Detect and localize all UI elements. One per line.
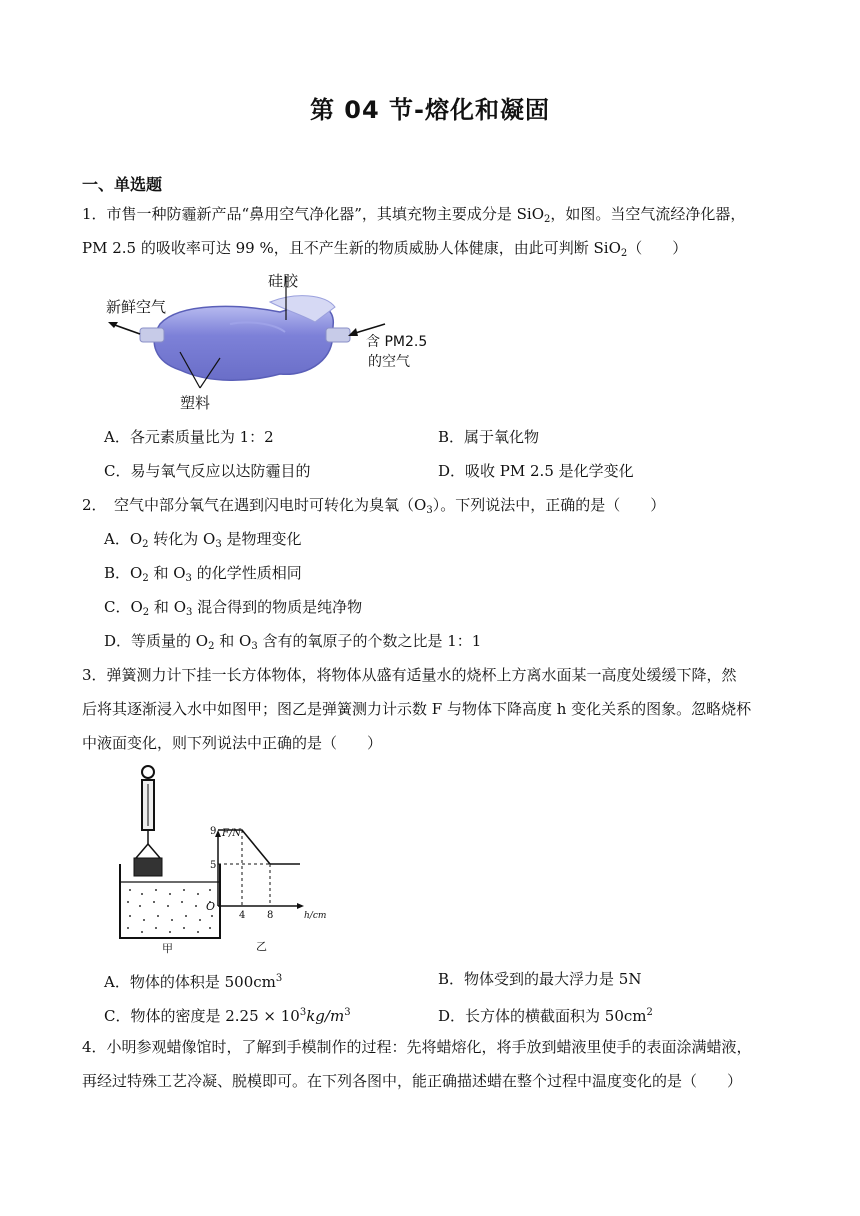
page-title: 第 04 节-熔化和凝固 bbox=[309, 96, 551, 124]
caption-yi: 乙 bbox=[256, 940, 267, 953]
graph-y-axis-label: F/N bbox=[222, 828, 242, 839]
graph-x-axis-label: h/cm bbox=[304, 911, 327, 921]
q2-stem: 2． 空气中部分氧气在遇到闪电时可转化为臭氧$(O_3)$。下列说法中，正确的是（ ） bbox=[82, 496, 666, 516]
q4-stem-line1: 4．小明参观蜡像馆时，了解到手模制作的过程：先将蜡熔化，将手放到蜡液里使手的表面涂满蜡液， bbox=[82, 1038, 752, 1056]
q3-stem-line1: 3．弹簧测力计下挂一长方体物体，将物体从盛有适量水的烧杯上方离水面某一高度处缓缓下降，然 bbox=[82, 666, 737, 684]
label-plastic: 塑料 bbox=[180, 394, 211, 412]
q3-option-a[interactable]: A．物体的体积是 $500cm^3$ bbox=[104, 973, 283, 991]
caption-jia: 甲 bbox=[162, 942, 173, 955]
q3-option-c[interactable]: C．物体的密度是 $2.25 \times 10^3kg/m^3$ bbox=[104, 1007, 351, 1025]
graph-x-tick-8: 8 bbox=[267, 910, 274, 921]
q2-option-c[interactable]: C．$O_2$ 和 $O_3$ 混合得到的物质是纯净物 bbox=[104, 598, 363, 618]
section-heading: 一、单选题 bbox=[82, 175, 163, 194]
q2-option-d[interactable]: D．等质量的 $O_2$ 和 $O_3$ 含有的氧原子的个数之比是 1：1 bbox=[104, 632, 482, 652]
q3-stem-line2: 后将其逐渐浸入水中如图甲；图乙是弹簧测力计示数 F 与物体下降高度 h 变化关系的图象。忽略烧杯 bbox=[82, 700, 752, 718]
spring-scale-figure bbox=[100, 760, 360, 955]
q1-option-a[interactable]: A．各元素质量比为 1：2 bbox=[104, 428, 274, 446]
q3-option-b[interactable]: B．物体受到的最大浮力是 5N bbox=[438, 970, 642, 988]
q3-option-d[interactable]: D．长方体的横截面积为 $50cm^2$ bbox=[438, 1007, 653, 1025]
q1-option-c[interactable]: C．易与氧气反应以达防霾目的 bbox=[104, 462, 311, 480]
graph-y-tick-5: 5 bbox=[210, 860, 217, 871]
q1-stem-line2: PM 2.5 的吸收率可达 99 %，且不产生新的物质威胁人体健康，由此可判断 SiO$_2$（ ） bbox=[82, 239, 688, 259]
nasal-purifier-figure bbox=[100, 262, 430, 412]
graph-origin: O bbox=[206, 900, 216, 913]
q1-option-b[interactable]: B．属于氧化物 bbox=[438, 428, 540, 446]
q2-option-b[interactable]: B．$O_2$ 和 $O_3$ 的化学性质相同 bbox=[104, 564, 302, 584]
q4-stem-line2: 再经过特殊工艺冷凝、脱模即可。在下列各图中，能正确描述蜡在整个过程中温度变化的是（ ） bbox=[82, 1072, 743, 1090]
label-silica: 硅胶 bbox=[268, 272, 299, 290]
graph-x-tick-4: 4 bbox=[239, 910, 246, 921]
label-fresh-air: 新鲜空气 bbox=[106, 298, 167, 316]
q2-option-a[interactable]: A．$O_2$ 转化为 $O_3$ 是物理变化 bbox=[104, 530, 302, 550]
q1-option-d[interactable]: D．吸收 PM 2.5 是化学变化 bbox=[438, 462, 634, 480]
label-pm-air-1: 含 PM2.5 bbox=[366, 334, 428, 350]
graph-y-tick-9: 9 bbox=[210, 826, 217, 837]
q3-stem-line3: 中液面变化，则下列说法中正确的是（ ） bbox=[82, 734, 383, 752]
label-pm-air-2: 的空气 bbox=[368, 354, 410, 370]
q1-stem-line1: 1．市售一种防霾新产品“鼻用空气净化器”，其填充物主要成分是 SiO$_2$，如图。当空气流经净化器， bbox=[82, 205, 746, 225]
